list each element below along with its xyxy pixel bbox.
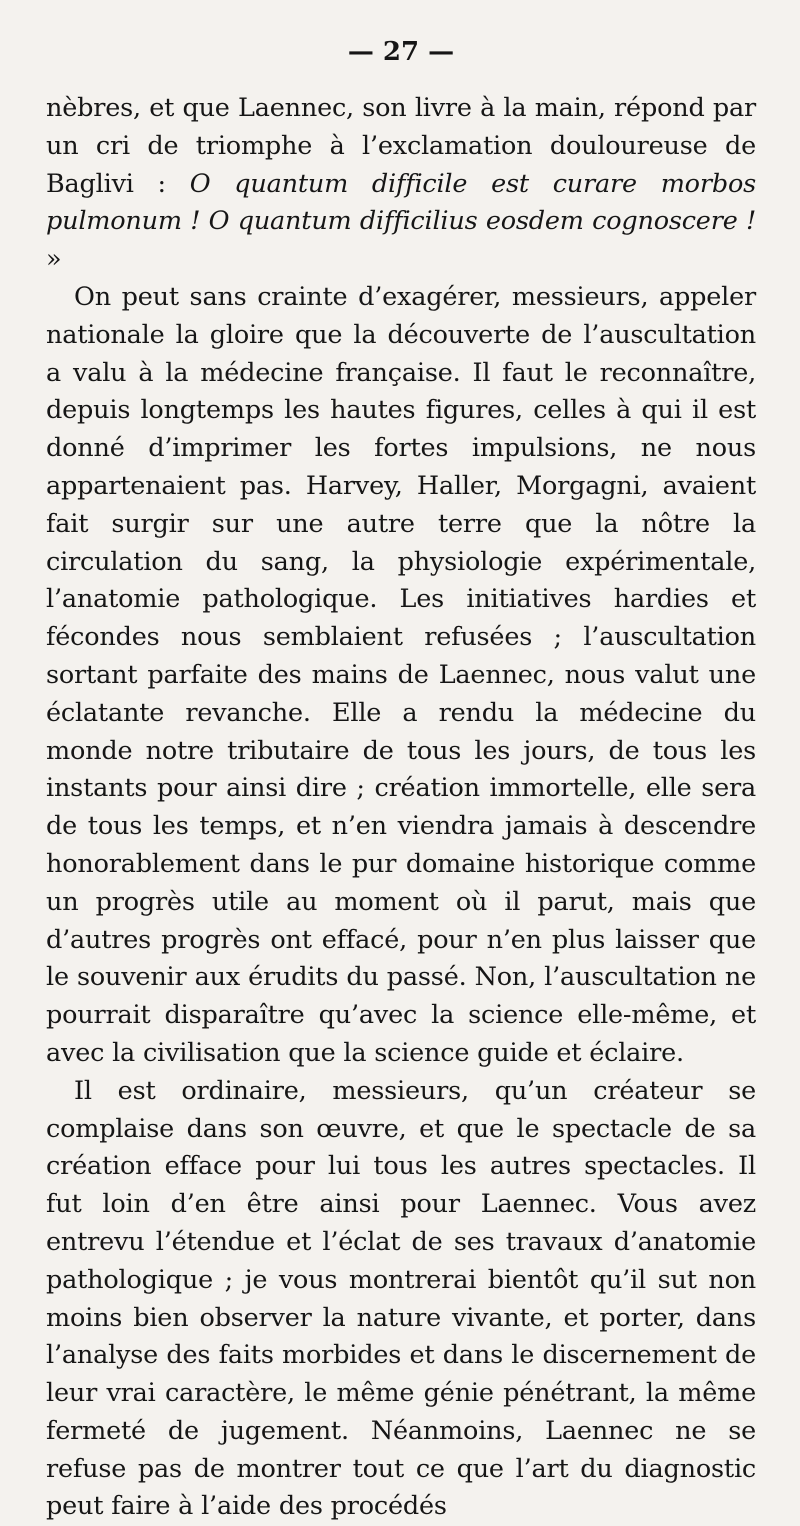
paragraph-1 — [46, 90, 756, 279]
paragraph-3: Il est ordinaire, messieurs, qu’un créateur se complaise dans son œuvre, et que le spectacle de sa création efface pour lui tous les autres spectacles. Il fut loin d’en être ainsi pour Laennec. Vous avez entrevu l’étendue et l’éclat de ses travaux d’anatomie pathologique ; je vous montrerai bientôt qu’il sut non moins bien observer la nature vivante, et porter, dans l’analyse des faits morbides et dans le discernement de leur vrai caractère, le même génie pénétrant, la même fermeté de jugement. Néanmoins, Laennec ne se refuse pas de montrer tout ce que l’art du diagnostic peut faire à l’aide des procédés — [46, 1075, 756, 1522]
latin-quotation: O quantum difficile est curare morbos pulmonum ! O quantum difficilius eosdem cognoscere ! — [46, 168, 756, 237]
body-text — [46, 90, 756, 1526]
paragraph-1-lead: nèbres, et que Laennec, son livre à la main, répond par un cri de triomphe à l’exclamation douloureuse de Baglivi : — [46, 93, 756, 199]
page-number: — 27 — — [347, 37, 455, 67]
paragraph-1-tail: » — [46, 244, 62, 275]
paragraph-2: On peut sans crainte d’exagérer, messieurs, appeler nationale la gloire que la découverte de l’auscultation a valu à la médecine française. Il faut le reconnaître, depuis longtemps les hautes figures, celles à qui il est donné d’imprimer les fortes impulsions, ne nous appartenaient pas. Harvey, Haller, Morgagni, avaient fait surgir sur une autre terre que la nôtre la circulation du sang, la physiologie expérimentale, l’anatomie pathologique. Les initiatives hardies et fécondes nous semblaient refusées ; l’auscultation sortant parfaite des mains de Laennec, nous valut une éclatante revanche. Elle a rendu la médecine du monde notre tributaire de tous les jours, de tous les instants pour ainsi dire ; création immortelle, elle sera de tous les temps, et n’en viendra jamais à descendre honorablement dans le pur domaine historique comme un progrès utile au moment où il parut, mais que d’autres progrès ont effacé, pour n’en plus laisser que le souvenir aux érudits du passé. Non, l’auscultation ne pourrait disparaître qu’avec la science elle-même, et avec la civilisation que la science guide et éclaire. — [46, 281, 756, 1068]
